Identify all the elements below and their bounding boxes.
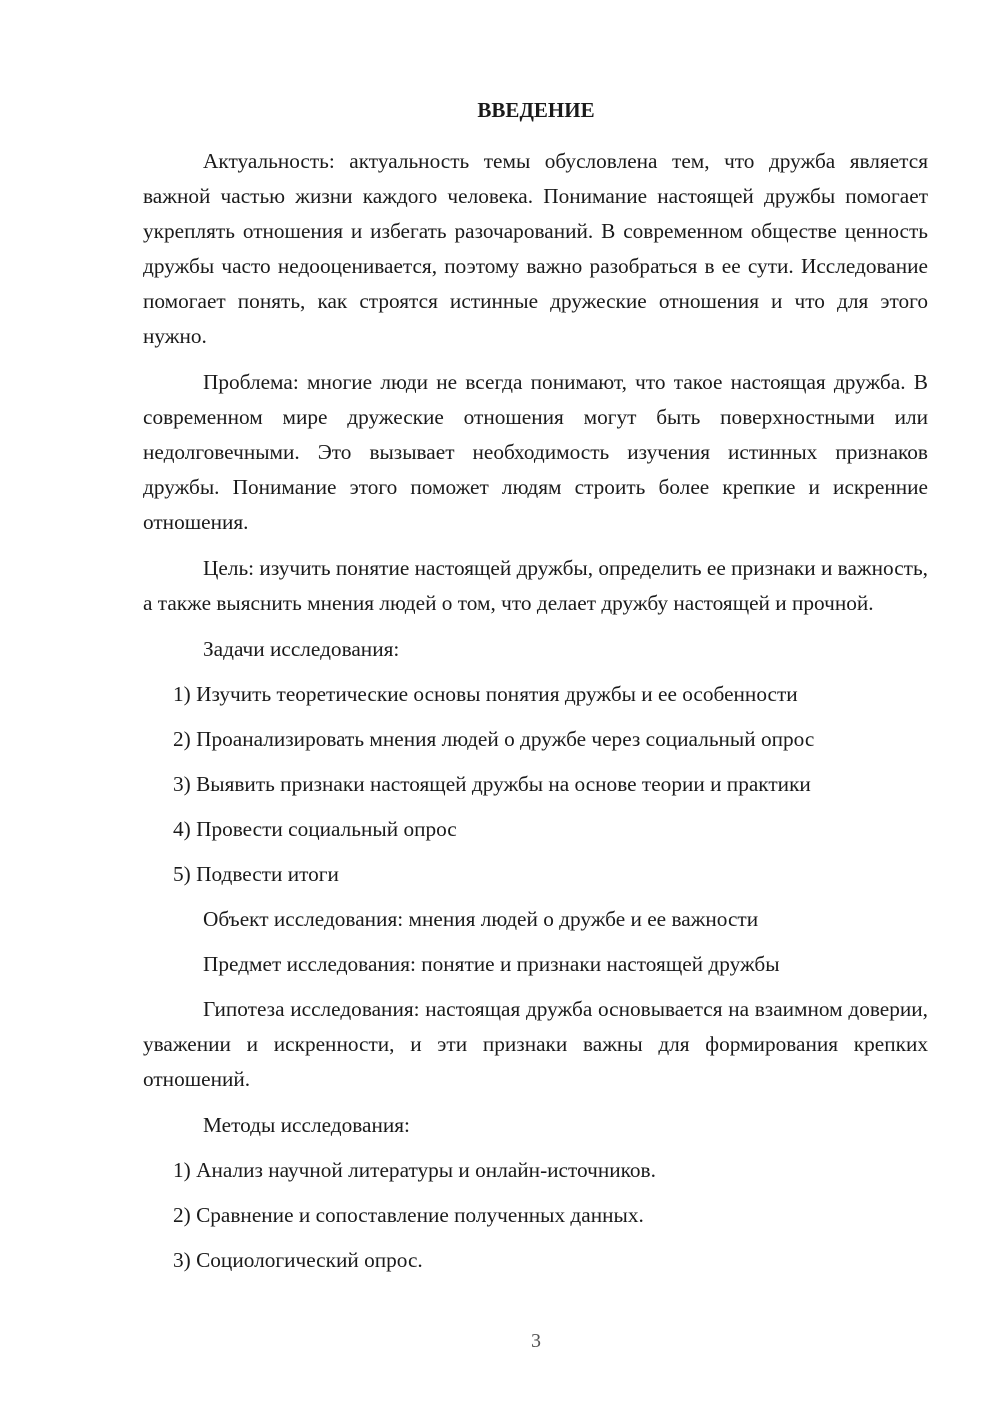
page-title: ВВЕДЕНИЕ — [477, 98, 595, 122]
task-item: 4) Провести социальный опрос — [173, 817, 457, 841]
relevance-paragraph: Актуальность: актуальность темы обусловлена тем, что дружба является важной частью жизни каждого человека. Понимание настоящей дружбы помогает укреплять отношения и избегать разочарований. В современном обществе ценность дружбы часто недооценивается, поэтому важно разобраться в ее сути. Исследование помогает понять, как строятся истинные дружеские отношения и что для этого нужно. — [143, 149, 928, 348]
document-body — [143, 144, 928, 1288]
method-item: 2) Сравнение и сопоставление полученных данных. — [173, 1203, 644, 1227]
tasks-heading: Задачи исследования: — [203, 637, 400, 661]
problem-paragraph: Проблема: многие люди не всегда понимают, что такое настоящая дружба. В современном мире дружеские отношения могут быть поверхностными или недолговечными. Это вызывает необходимость изучения истинных признаков дружбы. Понимание этого поможет людям строить более крепкие и искренние отношения. — [143, 370, 928, 534]
page-number: 3 — [531, 1330, 541, 1352]
hypothesis-paragraph: Гипотеза исследования: настоящая дружба основывается на взаимном доверии, уважении и искренности, и эти признаки важны для формирования крепких отношений. — [143, 997, 928, 1091]
task-item: 1) Изучить теоретические основы понятия дружбы и ее особенности — [173, 682, 798, 706]
method-item: 3) Социологический опрос. — [173, 1248, 423, 1272]
research-subject: Предмет исследования: понятие и признаки настоящей дружбы — [203, 952, 780, 976]
task-item: 2) Проанализировать мнения людей о дружбе через социальный опрос — [173, 727, 815, 751]
task-item: 5) Подвести итоги — [173, 862, 339, 886]
research-object: Объект исследования: мнения людей о дружбе и ее важности — [203, 907, 759, 931]
methods-heading: Методы исследования: — [203, 1113, 410, 1137]
method-item: 1) Анализ научной литературы и онлайн-источников. — [173, 1158, 656, 1182]
goal-paragraph: Цель: изучить понятие настоящей дружбы, определить ее признаки и важность, а также выяснить мнения людей о том, что делает дружбу настоящей и прочной. — [143, 556, 928, 615]
task-item: 3) Выявить признаки настоящей дружбы на основе теории и практики — [173, 772, 811, 796]
